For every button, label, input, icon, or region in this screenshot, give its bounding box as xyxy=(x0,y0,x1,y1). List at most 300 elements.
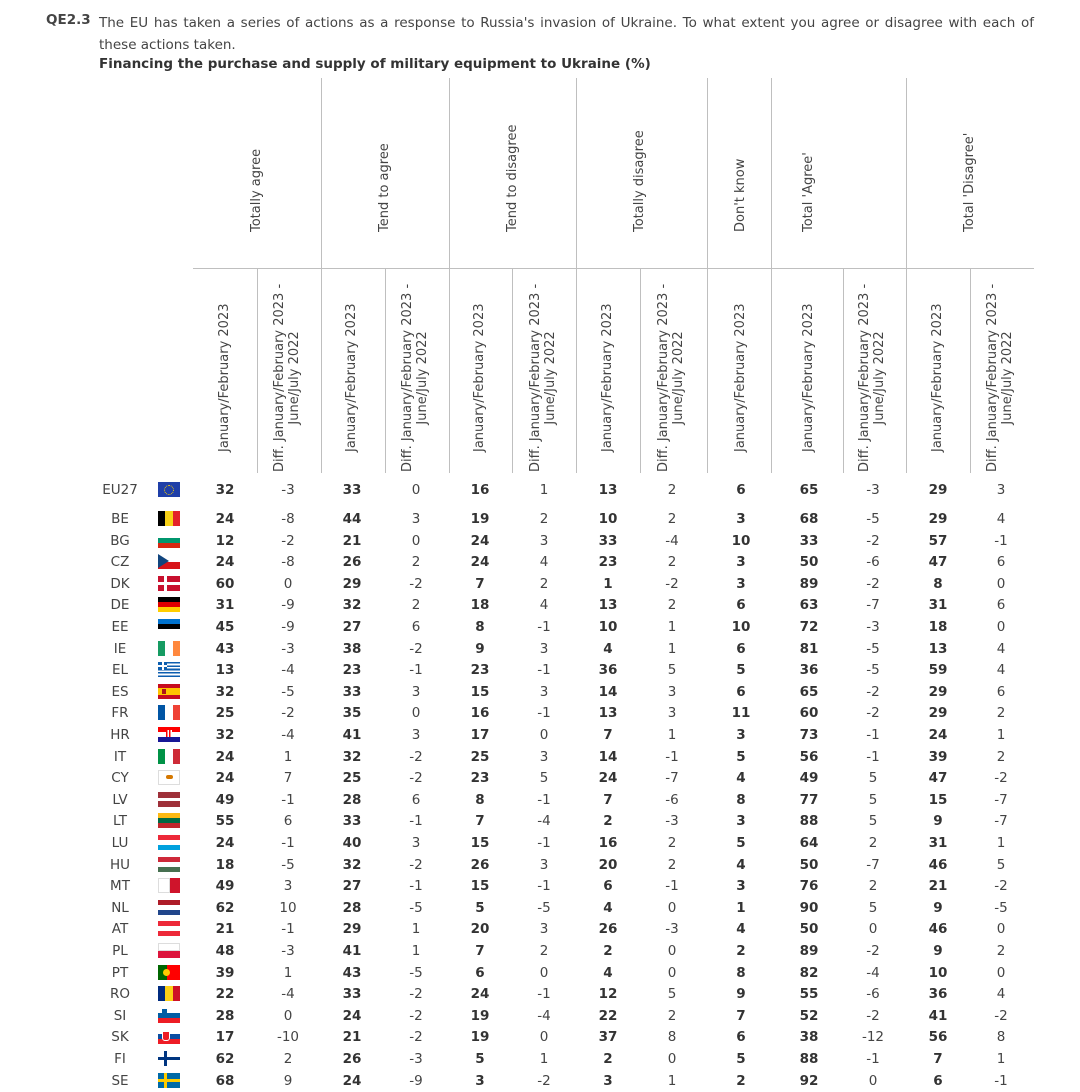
value-cell: 4 xyxy=(996,662,1006,679)
value-cell: 2 xyxy=(736,1072,746,1089)
it-flag-icon xyxy=(158,749,180,764)
value-cell: 3 xyxy=(411,835,421,851)
value-cell: -5 xyxy=(866,640,880,657)
value-cell: 4 xyxy=(736,856,746,873)
period-column-header: January/February 2023 xyxy=(600,303,615,452)
group-header: Tend to agree xyxy=(377,143,392,232)
value-cell: 4 xyxy=(736,770,746,787)
value-cell: 44 xyxy=(342,511,362,527)
value-cell: 6 xyxy=(475,964,485,981)
value-cell: 22 xyxy=(215,986,235,1003)
value-cell: -3 xyxy=(281,482,295,498)
value-cell: 24 xyxy=(470,532,490,549)
table-row xyxy=(0,1026,1080,1048)
value-cell: 1 xyxy=(603,575,613,592)
value-cell: -1 xyxy=(281,835,295,851)
value-cell: 3 xyxy=(736,575,746,592)
value-cell: 1 xyxy=(667,727,677,743)
value-cell: 88 xyxy=(799,813,819,830)
value-cell: 12 xyxy=(215,532,235,549)
subcolumn-divider xyxy=(640,268,641,473)
value-cell: 23 xyxy=(342,662,362,679)
value-cell: 24 xyxy=(215,835,235,851)
value-cell: 2 xyxy=(283,1051,293,1067)
value-cell: 33 xyxy=(342,813,362,830)
value-cell: -2 xyxy=(866,1007,880,1024)
value-cell: 33 xyxy=(342,482,362,498)
value-cell: 89 xyxy=(799,575,819,592)
value-cell: 29 xyxy=(928,683,948,700)
value-cell: 29 xyxy=(928,482,948,498)
group-divider xyxy=(906,78,907,473)
country-code: MT xyxy=(110,878,130,895)
table-row xyxy=(0,1005,1080,1027)
country-code: CZ xyxy=(110,554,130,571)
table-subtitle: Financing the purchase and supply of military equipment to Ukraine (%) xyxy=(99,56,651,72)
value-cell: 1 xyxy=(667,619,677,635)
hr-flag-icon xyxy=(158,727,180,742)
value-cell: 6 xyxy=(933,1072,943,1089)
value-cell: 39 xyxy=(215,964,235,981)
value-cell: 6 xyxy=(736,1029,746,1046)
value-cell: 28 xyxy=(215,1007,235,1024)
value-cell: 5 xyxy=(736,1051,746,1067)
value-cell: 48 xyxy=(215,943,235,959)
value-cell: -5 xyxy=(281,683,295,700)
value-cell: 3 xyxy=(283,878,293,895)
value-cell: 3 xyxy=(996,482,1006,498)
value-cell: 0 xyxy=(539,964,549,981)
value-cell: 55 xyxy=(215,813,235,830)
value-cell: 9 xyxy=(933,899,943,916)
value-cell: -2 xyxy=(866,532,880,549)
value-cell: -2 xyxy=(866,575,880,592)
value-cell: 7 xyxy=(603,791,613,808)
value-cell: 5 xyxy=(736,835,746,851)
value-cell: 1 xyxy=(996,727,1006,743)
value-cell: 2 xyxy=(539,943,549,959)
value-cell: 23 xyxy=(470,662,490,679)
value-cell: 2 xyxy=(603,943,613,959)
value-cell: 16 xyxy=(470,705,490,722)
value-cell: -7 xyxy=(994,813,1008,830)
value-cell: -2 xyxy=(866,943,880,959)
value-cell: 2 xyxy=(667,856,677,873)
nl-flag-icon xyxy=(158,900,180,915)
value-cell: 68 xyxy=(215,1072,235,1089)
value-cell: 89 xyxy=(799,943,819,959)
value-cell: 63 xyxy=(799,597,819,614)
value-cell: 0 xyxy=(868,1072,878,1089)
value-cell: -1 xyxy=(866,748,880,765)
value-cell: 2 xyxy=(667,835,677,851)
value-cell: -3 xyxy=(281,640,295,657)
value-cell: 6 xyxy=(736,597,746,614)
value-cell: 81 xyxy=(799,640,819,657)
value-cell: 28 xyxy=(342,791,362,808)
value-cell: -7 xyxy=(866,597,880,614)
value-cell: 25 xyxy=(215,705,235,722)
value-cell: 3 xyxy=(736,878,746,895)
value-cell: 5 xyxy=(475,899,485,916)
value-cell: 8 xyxy=(667,1029,677,1046)
value-cell: 15 xyxy=(928,791,948,808)
subcolumn-divider xyxy=(970,268,971,473)
value-cell: 5 xyxy=(475,1051,485,1067)
value-cell: 1 xyxy=(283,748,293,765)
value-cell: 33 xyxy=(799,532,819,549)
value-cell: 0 xyxy=(996,575,1006,592)
value-cell: 21 xyxy=(342,1029,362,1046)
at-flag-icon xyxy=(158,921,180,936)
value-cell: 65 xyxy=(799,482,819,498)
value-cell: 6 xyxy=(283,813,293,830)
value-cell: 43 xyxy=(215,640,235,657)
diff-column-header: Diff. January/February 2023 - June/July 2022 xyxy=(272,283,302,472)
sk-flag-icon xyxy=(158,1029,180,1044)
value-cell: 5 xyxy=(736,662,746,679)
value-cell: 36 xyxy=(928,986,948,1003)
value-cell: 20 xyxy=(470,921,490,938)
value-cell: 2 xyxy=(667,554,677,571)
value-cell: 9 xyxy=(475,640,485,657)
table-row xyxy=(0,616,1080,638)
value-cell: 7 xyxy=(283,770,293,787)
value-cell: 32 xyxy=(215,482,235,498)
value-cell: 3 xyxy=(411,511,421,527)
de-flag-icon xyxy=(158,597,180,612)
value-cell: 2 xyxy=(996,748,1006,765)
value-cell: 6 xyxy=(736,640,746,657)
value-cell: 19 xyxy=(470,1029,490,1046)
value-cell: 10 xyxy=(731,532,751,549)
value-cell: 2 xyxy=(411,597,421,614)
value-cell: -9 xyxy=(281,619,295,635)
value-cell: 5 xyxy=(996,856,1006,873)
value-cell: -3 xyxy=(665,813,679,830)
value-cell: 1 xyxy=(411,943,421,959)
diff-column-header: Diff. January/February 2023 - June/July 2022 xyxy=(985,283,1015,472)
country-code: BG xyxy=(110,532,130,549)
value-cell: -1 xyxy=(994,532,1008,549)
value-cell: 9 xyxy=(736,986,746,1003)
value-cell: 11 xyxy=(731,705,751,722)
value-cell: 49 xyxy=(215,791,235,808)
value-cell: 46 xyxy=(928,856,948,873)
value-cell: 0 xyxy=(539,727,549,743)
lu-flag-icon xyxy=(158,835,180,850)
value-cell: -10 xyxy=(276,1029,300,1046)
value-cell: 4 xyxy=(996,986,1006,1003)
value-cell: 8 xyxy=(933,575,943,592)
period-column-header: January/February 2023 xyxy=(733,303,748,452)
value-cell: 59 xyxy=(928,662,948,679)
value-cell: -6 xyxy=(866,986,880,1003)
value-cell: -1 xyxy=(281,921,295,938)
country-code: ES xyxy=(111,683,129,700)
value-cell: 50 xyxy=(799,921,819,938)
value-cell: 5 xyxy=(539,770,549,787)
value-cell: 24 xyxy=(215,511,235,527)
value-cell: 13 xyxy=(598,597,618,614)
value-cell: -9 xyxy=(409,1072,423,1089)
value-cell: 2 xyxy=(667,1007,677,1024)
group-header: Total 'Disagree' xyxy=(962,132,977,232)
value-cell: 41 xyxy=(928,1007,948,1024)
pl-flag-icon xyxy=(158,943,180,958)
value-cell: 77 xyxy=(799,791,819,808)
value-cell: 4 xyxy=(996,640,1006,657)
value-cell: -1 xyxy=(537,619,551,635)
country-code: LV xyxy=(112,791,128,808)
value-cell: 16 xyxy=(470,482,490,498)
value-cell: 47 xyxy=(928,770,948,787)
ee-flag-icon xyxy=(158,619,180,634)
value-cell: 24 xyxy=(342,1007,362,1024)
value-cell: 49 xyxy=(799,770,819,787)
table-row xyxy=(0,530,1080,552)
table-row xyxy=(0,940,1080,962)
value-cell: -2 xyxy=(537,1072,551,1089)
table-row xyxy=(0,638,1080,660)
country-code: LT xyxy=(113,813,127,830)
value-cell: 41 xyxy=(342,727,362,743)
question-code: QE2.3 xyxy=(46,12,91,28)
value-cell: 60 xyxy=(215,575,235,592)
si-flag-icon xyxy=(158,1008,180,1023)
value-cell: 19 xyxy=(470,511,490,527)
country-code: HU xyxy=(109,856,131,873)
value-cell: 52 xyxy=(799,1007,819,1024)
value-cell: -1 xyxy=(665,748,679,765)
country-code: SK xyxy=(111,1029,129,1046)
value-cell: -4 xyxy=(281,662,295,679)
hu-flag-icon xyxy=(158,857,180,872)
value-cell: 4 xyxy=(539,554,549,571)
value-cell: -5 xyxy=(281,856,295,873)
ro-flag-icon xyxy=(158,986,180,1001)
value-cell: 31 xyxy=(928,597,948,614)
value-cell: 10 xyxy=(598,619,618,635)
value-cell: 26 xyxy=(342,554,362,571)
value-cell: -5 xyxy=(866,662,880,679)
country-code: EL xyxy=(111,662,129,679)
table-row xyxy=(0,702,1080,724)
value-cell: 37 xyxy=(598,1029,618,1046)
value-cell: 1 xyxy=(996,835,1006,851)
table-row xyxy=(0,508,1080,530)
table-row xyxy=(0,724,1080,746)
value-cell: 6 xyxy=(996,554,1006,571)
value-cell: 26 xyxy=(598,921,618,938)
value-cell: 2 xyxy=(996,705,1006,722)
table-row xyxy=(0,1048,1080,1070)
value-cell: -1 xyxy=(537,662,551,679)
value-cell: 0 xyxy=(283,1007,293,1024)
value-cell: 29 xyxy=(342,575,362,592)
value-cell: 20 xyxy=(598,856,618,873)
value-cell: -2 xyxy=(866,683,880,700)
value-cell: 32 xyxy=(342,748,362,765)
country-code: IT xyxy=(113,748,127,765)
value-cell: 32 xyxy=(215,727,235,743)
cy-flag-icon xyxy=(158,770,180,785)
value-cell: 0 xyxy=(868,921,878,938)
value-cell: 3 xyxy=(736,727,746,743)
group-header: Totally agree xyxy=(249,148,264,232)
value-cell: 1 xyxy=(539,482,549,498)
table-row xyxy=(0,962,1080,984)
value-cell: 90 xyxy=(799,899,819,916)
lt-flag-icon xyxy=(158,813,180,828)
value-cell: 49 xyxy=(215,878,235,895)
value-cell: 24 xyxy=(598,770,618,787)
value-cell: -4 xyxy=(281,727,295,743)
cz-flag-icon xyxy=(158,554,180,569)
value-cell: -4 xyxy=(866,964,880,981)
value-cell: -2 xyxy=(994,770,1008,787)
value-cell: 10 xyxy=(279,899,297,916)
table-row xyxy=(0,681,1080,703)
value-cell: 18 xyxy=(215,856,235,873)
value-cell: 92 xyxy=(799,1072,819,1089)
value-cell: -8 xyxy=(281,511,295,527)
value-cell: 3 xyxy=(475,1072,485,1089)
country-code: PT xyxy=(111,964,129,981)
value-cell: 1 xyxy=(283,964,293,981)
value-cell: 31 xyxy=(215,597,235,614)
value-cell: -2 xyxy=(281,705,295,722)
value-cell: -2 xyxy=(409,856,423,873)
value-cell: -12 xyxy=(861,1029,885,1046)
value-cell: 1 xyxy=(411,921,421,938)
group-header: Total 'Agree' xyxy=(801,152,816,232)
value-cell: -1 xyxy=(409,813,423,830)
value-cell: 1 xyxy=(539,1051,549,1067)
value-cell: -9 xyxy=(281,597,295,614)
value-cell: 47 xyxy=(928,554,948,571)
country-code: IE xyxy=(113,640,127,657)
value-cell: -2 xyxy=(866,705,880,722)
value-cell: 10 xyxy=(731,619,751,635)
value-cell: 7 xyxy=(933,1051,943,1067)
value-cell: -7 xyxy=(994,791,1008,808)
value-cell: 3 xyxy=(539,748,549,765)
value-cell: 21 xyxy=(215,921,235,938)
value-cell: 21 xyxy=(342,532,362,549)
value-cell: 72 xyxy=(799,619,819,635)
value-cell: 4 xyxy=(603,640,613,657)
value-cell: 7 xyxy=(736,1007,746,1024)
diff-column-header: Diff. January/February 2023 - June/July 2022 xyxy=(400,283,430,472)
value-cell: -2 xyxy=(409,748,423,765)
question-text: The EU has taken a series of actions as a response to Russia's invasion of Ukraine. To what extent you agree or disagree with each of these actions taken. xyxy=(99,15,1034,53)
value-cell: -1 xyxy=(866,727,880,743)
value-cell: 3 xyxy=(736,554,746,571)
value-cell: 31 xyxy=(928,835,948,851)
value-cell: 8 xyxy=(736,791,746,808)
value-cell: 2 xyxy=(411,554,421,571)
value-cell: 4 xyxy=(996,511,1006,527)
value-cell: 2 xyxy=(603,1051,613,1067)
value-cell: 65 xyxy=(799,683,819,700)
value-cell: 3 xyxy=(736,511,746,527)
value-cell: 0 xyxy=(667,964,677,981)
value-cell: 60 xyxy=(799,705,819,722)
value-cell: -2 xyxy=(409,770,423,787)
value-cell: -5 xyxy=(866,511,880,527)
value-cell: 46 xyxy=(928,921,948,938)
value-cell: 3 xyxy=(411,727,421,743)
value-cell: -1 xyxy=(537,835,551,851)
value-cell: 76 xyxy=(799,878,819,895)
value-cell: 3 xyxy=(736,813,746,830)
country-code: RO xyxy=(109,986,130,1003)
country-code: EU27 xyxy=(102,482,138,498)
country-code: FI xyxy=(114,1051,126,1067)
value-cell: 3 xyxy=(539,683,549,700)
value-cell: 29 xyxy=(928,511,948,527)
value-cell: 38 xyxy=(799,1029,819,1046)
value-cell: 9 xyxy=(933,943,943,959)
value-cell: 57 xyxy=(928,532,948,549)
value-cell: 0 xyxy=(996,619,1006,635)
value-cell: 32 xyxy=(215,683,235,700)
value-cell: 45 xyxy=(215,619,235,635)
value-cell: 24 xyxy=(470,986,490,1003)
table-row xyxy=(0,551,1080,573)
value-cell: 2 xyxy=(539,575,549,592)
value-cell: 41 xyxy=(342,943,362,959)
value-cell: 7 xyxy=(603,727,613,743)
value-cell: -2 xyxy=(409,1007,423,1024)
value-cell: 0 xyxy=(411,482,421,498)
value-cell: -2 xyxy=(409,640,423,657)
es-flag-icon xyxy=(158,684,180,699)
value-cell: 38 xyxy=(342,640,362,657)
value-cell: 23 xyxy=(470,770,490,787)
diff-column-header: Diff. January/February 2023 - June/July 2022 xyxy=(528,283,558,472)
value-cell: 5 xyxy=(868,770,878,787)
group-header: Tend to disagree xyxy=(505,124,520,232)
value-cell: 43 xyxy=(342,964,362,981)
table-row xyxy=(0,594,1080,616)
value-cell: -1 xyxy=(537,791,551,808)
value-cell: -1 xyxy=(866,1051,880,1067)
bg-flag-icon xyxy=(158,533,180,548)
value-cell: 62 xyxy=(215,899,235,916)
value-cell: 68 xyxy=(799,511,819,527)
value-cell: -1 xyxy=(281,791,295,808)
value-cell: 4 xyxy=(603,964,613,981)
value-cell: 2 xyxy=(667,511,677,527)
value-cell: 6 xyxy=(996,683,1006,700)
value-cell: -1 xyxy=(537,986,551,1003)
country-code: BE xyxy=(111,511,129,527)
value-cell: 12 xyxy=(598,986,618,1003)
value-cell: 36 xyxy=(598,662,618,679)
group-divider xyxy=(707,78,708,473)
value-cell: -5 xyxy=(994,899,1008,916)
value-cell: -2 xyxy=(665,575,679,592)
value-cell: 24 xyxy=(470,554,490,571)
value-cell: 22 xyxy=(598,1007,618,1024)
table-row xyxy=(0,897,1080,919)
value-cell: 5 xyxy=(736,748,746,765)
value-cell: -2 xyxy=(409,575,423,592)
value-cell: 62 xyxy=(215,1051,235,1067)
value-cell: 14 xyxy=(598,748,618,765)
